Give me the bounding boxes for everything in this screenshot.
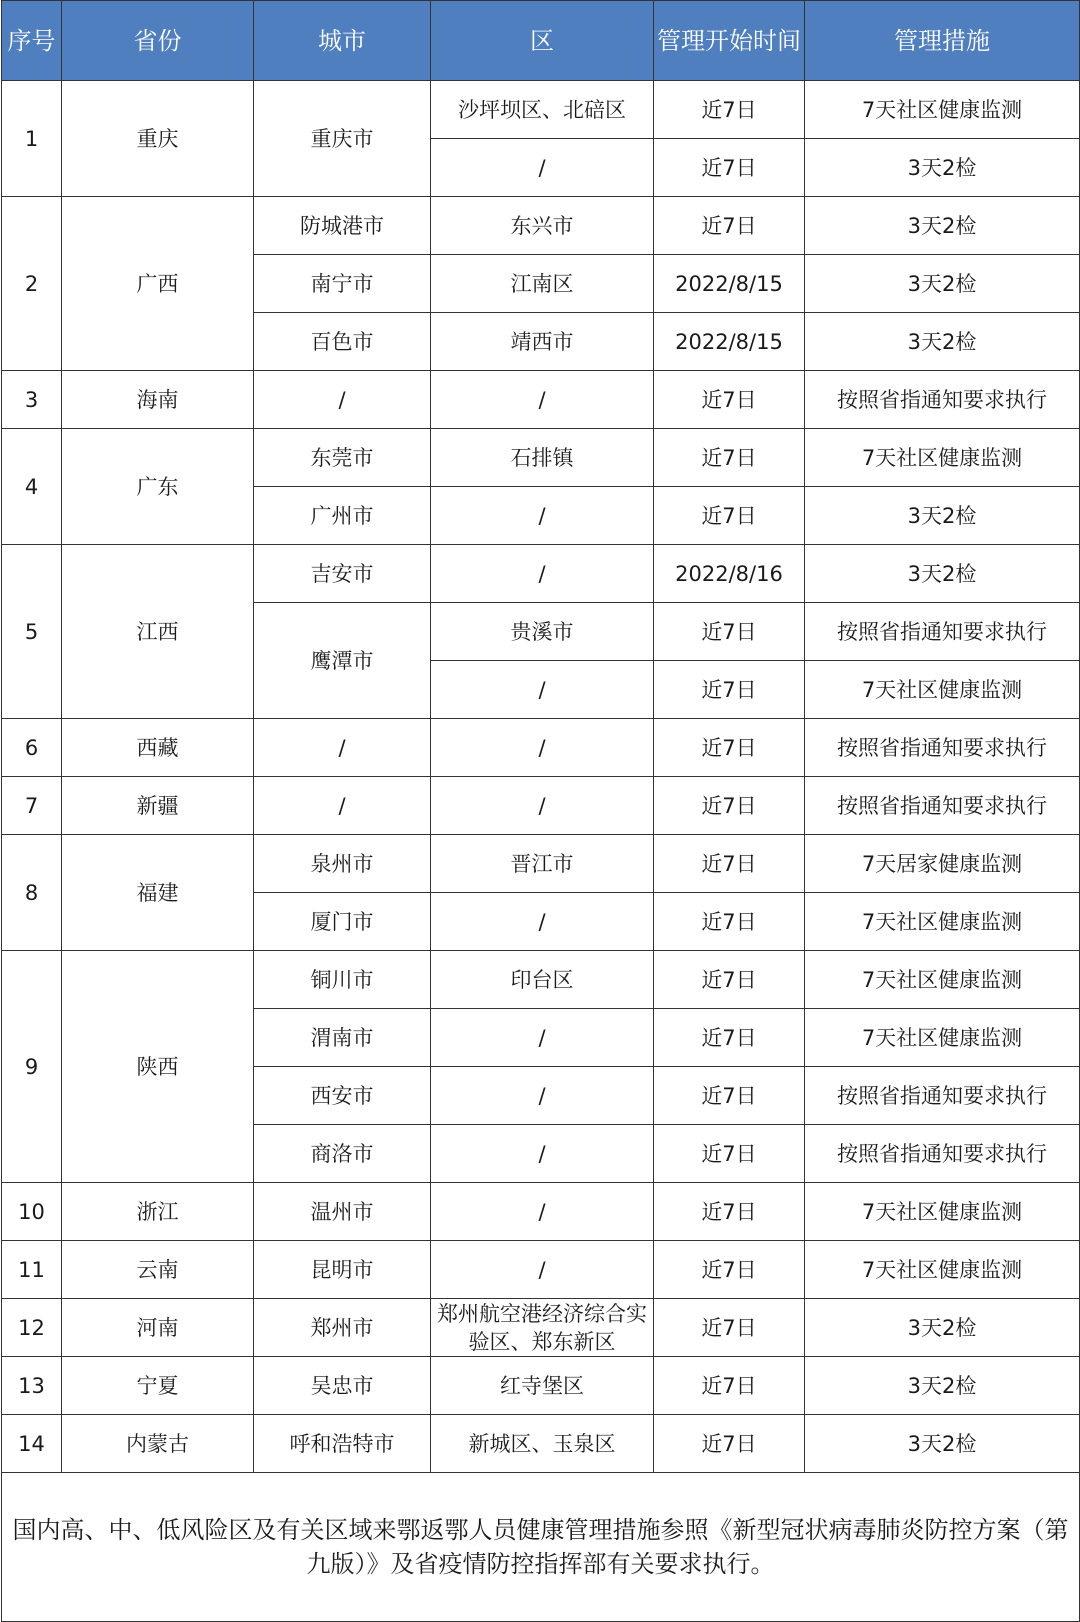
district-cell: 江南区: [431, 255, 654, 313]
seq-cell: 8: [2, 835, 62, 951]
city-cell: 渭南市: [254, 1009, 431, 1067]
start-cell: 近7日: [654, 1357, 805, 1415]
seq-cell: 5: [2, 545, 62, 719]
province-cell: 云南: [62, 1241, 254, 1299]
district-cell: /: [431, 371, 654, 429]
measure-cell: 3天2检: [805, 1415, 1080, 1473]
city-cell: 商洛市: [254, 1125, 431, 1183]
start-cell: 2022/8/15: [654, 313, 805, 371]
city-cell: 吴忠市: [254, 1357, 431, 1415]
measure-cell: 按照省指通知要求执行: [805, 603, 1080, 661]
city-cell: 重庆市: [254, 81, 431, 197]
province-cell: 福建: [62, 835, 254, 951]
table-row: [2, 1299, 1080, 1357]
district-cell: 贵溪市: [431, 603, 654, 661]
start-cell: 近7日: [654, 777, 805, 835]
start-cell: 近7日: [654, 1183, 805, 1241]
header-measure: 管理措施: [805, 1, 1080, 81]
table-row: [2, 1241, 1080, 1299]
city-cell: 百色市: [254, 313, 431, 371]
district-cell: /: [431, 487, 654, 545]
measure-cell: 7天社区健康监测: [805, 661, 1080, 719]
district-cell: 沙坪坝区、北碚区: [431, 81, 654, 139]
seq-cell: 6: [2, 719, 62, 777]
start-cell: 近7日: [654, 893, 805, 951]
city-cell: 西安市: [254, 1067, 431, 1125]
footnote-row: [2, 1473, 1080, 1622]
district-cell: /: [431, 719, 654, 777]
table-row: [2, 719, 1080, 777]
province-cell: 内蒙古: [62, 1415, 254, 1473]
province-cell: 广西: [62, 197, 254, 371]
city-cell: 吉安市: [254, 545, 431, 603]
province-cell: 河南: [62, 1299, 254, 1357]
header-district: 区: [431, 1, 654, 81]
measure-cell: 按照省指通知要求执行: [805, 719, 1080, 777]
city-cell: /: [254, 371, 431, 429]
header-seq: 序号: [2, 1, 62, 81]
district-cell: /: [431, 777, 654, 835]
measure-cell: 7天社区健康监测: [805, 429, 1080, 487]
measure-cell: 3天2检: [805, 487, 1080, 545]
header-province: 省份: [62, 1, 254, 81]
province-cell: 江西: [62, 545, 254, 719]
district-cell: 石排镇: [431, 429, 654, 487]
city-cell: 铜川市: [254, 951, 431, 1009]
district-cell: /: [431, 1183, 654, 1241]
start-cell: 近7日: [654, 951, 805, 1009]
measure-cell: 7天社区健康监测: [805, 1183, 1080, 1241]
measure-cell: 7天社区健康监测: [805, 1009, 1080, 1067]
city-cell: 鹰潭市: [254, 603, 431, 719]
measure-cell: 3天2检: [805, 1299, 1080, 1357]
table-row: [2, 429, 1080, 487]
start-cell: 近7日: [654, 487, 805, 545]
district-cell: /: [431, 1067, 654, 1125]
district-cell: 靖西市: [431, 313, 654, 371]
district-cell: 晋江市: [431, 835, 654, 893]
start-cell: 近7日: [654, 603, 805, 661]
city-cell: /: [254, 719, 431, 777]
measure-cell: 7天社区健康监测: [805, 893, 1080, 951]
city-cell: 温州市: [254, 1183, 431, 1241]
measure-cell: 3天2检: [805, 1357, 1080, 1415]
district-cell: 新城区、玉泉区: [431, 1415, 654, 1473]
measure-cell: 7天社区健康监测: [805, 81, 1080, 139]
city-cell: 南宁市: [254, 255, 431, 313]
start-cell: 近7日: [654, 81, 805, 139]
province-cell: 陕西: [62, 951, 254, 1183]
measure-cell: 按照省指通知要求执行: [805, 777, 1080, 835]
district-cell: /: [431, 893, 654, 951]
district-cell: 东兴市: [431, 197, 654, 255]
seq-cell: 9: [2, 951, 62, 1183]
start-cell: 2022/8/16: [654, 545, 805, 603]
table-row: [2, 1357, 1080, 1415]
district-cell: /: [431, 139, 654, 197]
city-cell: 厦门市: [254, 893, 431, 951]
province-cell: 广东: [62, 429, 254, 545]
start-cell: 近7日: [654, 835, 805, 893]
province-cell: 新疆: [62, 777, 254, 835]
seq-cell: 13: [2, 1357, 62, 1415]
measure-cell: 7天社区健康监测: [805, 951, 1080, 1009]
table-header-row: [2, 1, 1080, 81]
city-cell: 昆明市: [254, 1241, 431, 1299]
district-cell: 红寺堡区: [431, 1357, 654, 1415]
header-city: 城市: [254, 1, 431, 81]
city-cell: 泉州市: [254, 835, 431, 893]
measure-cell: 7天居家健康监测: [805, 835, 1080, 893]
district-cell: /: [431, 1125, 654, 1183]
measure-cell: 7天社区健康监测: [805, 1241, 1080, 1299]
start-cell: 近7日: [654, 1415, 805, 1473]
district-cell: 郑州航空港经济综合实验区、郑东新区: [431, 1299, 654, 1357]
table-row: [2, 777, 1080, 835]
start-cell: 近7日: [654, 371, 805, 429]
start-cell: 近7日: [654, 661, 805, 719]
seq-cell: 3: [2, 371, 62, 429]
seq-cell: 12: [2, 1299, 62, 1357]
province-cell: 浙江: [62, 1183, 254, 1241]
footnote-text: 国内高、中、低风险区及有关区域来鄂返鄂人员健康管理措施参照《新型冠状病毒肺炎防控方案（第九版）》及省疫情防控指挥部有关要求执行。: [2, 1473, 1080, 1622]
start-cell: 2022/8/15: [654, 255, 805, 313]
table-row: [2, 545, 1080, 603]
measure-cell: 3天2检: [805, 139, 1080, 197]
start-cell: 近7日: [654, 719, 805, 777]
measure-cell: 3天2检: [805, 197, 1080, 255]
table-row: [2, 197, 1080, 255]
start-cell: 近7日: [654, 1241, 805, 1299]
city-cell: 郑州市: [254, 1299, 431, 1357]
measure-cell: 按照省指通知要求执行: [805, 371, 1080, 429]
start-cell: 近7日: [654, 429, 805, 487]
measure-cell: 按照省指通知要求执行: [805, 1125, 1080, 1183]
start-cell: 近7日: [654, 197, 805, 255]
city-cell: 东莞市: [254, 429, 431, 487]
seq-cell: 4: [2, 429, 62, 545]
district-cell: 印台区: [431, 951, 654, 1009]
province-cell: 宁夏: [62, 1357, 254, 1415]
measure-cell: 3天2检: [805, 545, 1080, 603]
start-cell: 近7日: [654, 139, 805, 197]
province-cell: 西藏: [62, 719, 254, 777]
district-cell: /: [431, 545, 654, 603]
district-cell: /: [431, 1241, 654, 1299]
table-row: [2, 951, 1080, 1009]
start-cell: 近7日: [654, 1125, 805, 1183]
table-row: [2, 81, 1080, 139]
measure-cell: 按照省指通知要求执行: [805, 1067, 1080, 1125]
start-cell: 近7日: [654, 1009, 805, 1067]
city-cell: /: [254, 777, 431, 835]
seq-cell: 14: [2, 1415, 62, 1473]
seq-cell: 11: [2, 1241, 62, 1299]
measure-cell: 3天2检: [805, 255, 1080, 313]
province-cell: 重庆: [62, 81, 254, 197]
seq-cell: 7: [2, 777, 62, 835]
seq-cell: 2: [2, 197, 62, 371]
table-row: [2, 371, 1080, 429]
city-cell: 防城港市: [254, 197, 431, 255]
city-cell: 广州市: [254, 487, 431, 545]
district-cell: /: [431, 1009, 654, 1067]
measure-cell: 3天2检: [805, 313, 1080, 371]
start-cell: 近7日: [654, 1299, 805, 1357]
province-cell: 海南: [62, 371, 254, 429]
table-row: [2, 835, 1080, 893]
seq-cell: 1: [2, 81, 62, 197]
seq-cell: 10: [2, 1183, 62, 1241]
header-start: 管理开始时间: [654, 1, 805, 81]
table-row: [2, 1415, 1080, 1473]
health-management-table: [1, 0, 1080, 1622]
table-row: [2, 1183, 1080, 1241]
start-cell: 近7日: [654, 1067, 805, 1125]
district-cell: /: [431, 661, 654, 719]
city-cell: 呼和浩特市: [254, 1415, 431, 1473]
